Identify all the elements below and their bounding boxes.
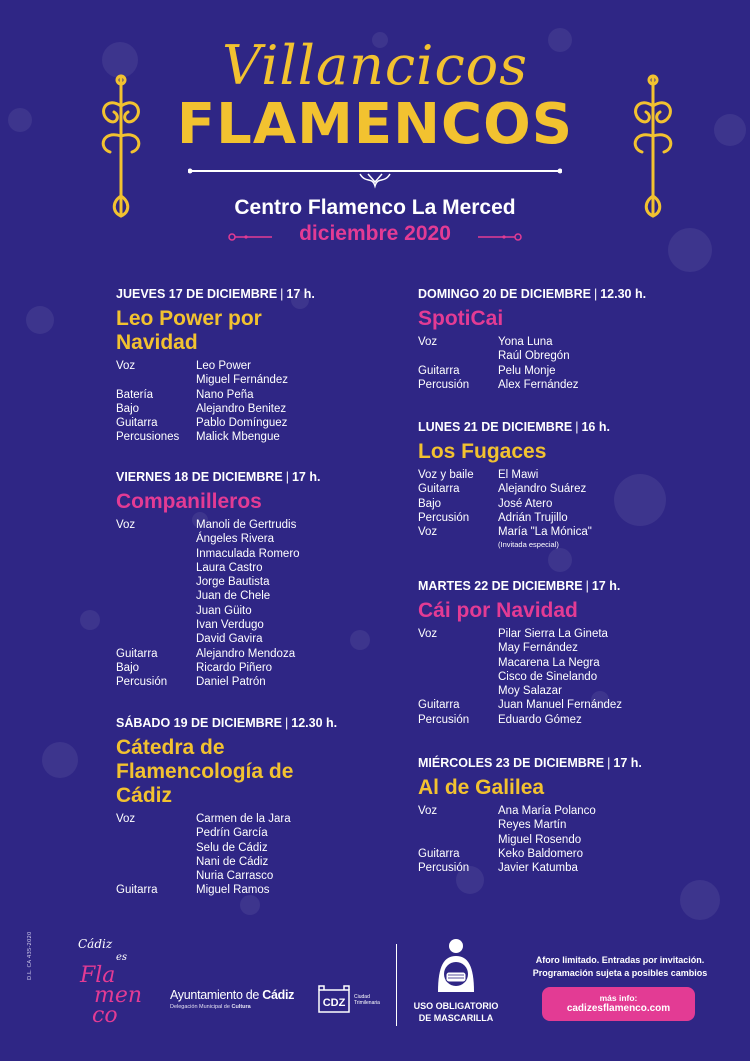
event-day: JUEVES 17 DE DICIEMBRE xyxy=(116,287,278,301)
lineup-row xyxy=(116,855,337,869)
lineup-row xyxy=(116,869,337,883)
event-block xyxy=(418,756,642,875)
lineup-role xyxy=(116,826,196,840)
lineup-role: Guitarra xyxy=(418,483,460,496)
cdz-logo xyxy=(318,984,388,1014)
ayuntamiento-logo xyxy=(170,988,294,1010)
lineup-name: Nuria Carrasco xyxy=(196,870,274,883)
event-title-line: Flamencología de xyxy=(116,760,294,783)
more-info-url: cadizesflamenco.com xyxy=(566,1003,671,1014)
lineup-name: Ana María Polanco xyxy=(498,805,596,817)
lineup-name: Daniel Patrón xyxy=(196,676,266,689)
lineup-role: Batería xyxy=(116,388,154,401)
lineup-row xyxy=(116,841,337,855)
svg-text:CDZ: CDZ xyxy=(322,997,346,1009)
lineup-name: Laura Castro xyxy=(196,561,263,574)
month-label: diciembre 2020 xyxy=(299,222,451,245)
capacity-notice: Aforo limitado. Entradas por invitación. Programación sujeta a posibles cambios xyxy=(532,955,708,978)
lineup-row xyxy=(116,883,337,897)
lineup-role: Voz xyxy=(116,519,136,531)
lineup xyxy=(116,518,320,690)
lineup xyxy=(116,359,315,445)
lineup-name: May Fernández xyxy=(498,642,578,655)
lineup-row xyxy=(418,713,622,727)
lineup-role xyxy=(116,632,196,646)
lineup-name: José Atero xyxy=(498,497,553,510)
lineup-name: Leo Power xyxy=(196,360,251,372)
lineup-name: María "La Mónica" xyxy=(498,526,592,539)
lineup-name: Pedrín García xyxy=(196,827,268,840)
lineup-row xyxy=(418,364,646,378)
lineup-role: Voz xyxy=(418,805,438,817)
lineup-role xyxy=(116,869,196,883)
lineup-row xyxy=(116,661,320,675)
lineup-role: Guitarra xyxy=(418,699,460,712)
lineup-name: Yona Luna xyxy=(498,336,553,348)
lineup-row xyxy=(418,511,610,525)
event-block xyxy=(116,716,337,898)
event-title xyxy=(116,307,315,355)
lineup-row xyxy=(418,684,622,698)
lineup-name: Juan de Chele xyxy=(196,590,271,603)
bokeh-dot xyxy=(680,880,720,920)
lineup-name: Pilar Sierra La Gineta xyxy=(498,628,608,640)
lineup-role xyxy=(418,349,498,363)
event-title-line: Al de Galilea xyxy=(418,776,545,799)
lineup-name: Ángeles Rivera xyxy=(196,533,274,546)
event-title-line: Leo Power por xyxy=(116,307,262,330)
lineup-role: Voz y baile xyxy=(418,469,474,481)
svg-text:co: co xyxy=(92,1003,118,1028)
lineup-row xyxy=(418,482,610,496)
event-title-line: SpotiCai xyxy=(418,307,504,330)
month-row xyxy=(226,222,524,252)
lineup-role xyxy=(116,532,196,546)
event-day: LUNES 21 DE DICIEMBRE xyxy=(418,420,573,434)
lineup-row xyxy=(418,818,642,832)
date-separator: | xyxy=(585,579,589,593)
bokeh-dot xyxy=(42,742,78,778)
lineup-role xyxy=(418,833,498,847)
lineup-row xyxy=(116,618,320,632)
lineup xyxy=(418,468,610,550)
lineup-role: Bajo xyxy=(418,497,442,510)
lineup-role: Bajo xyxy=(116,402,140,415)
lineup-role xyxy=(418,684,498,698)
event-day: MARTES 22 DE DICIEMBRE xyxy=(418,579,583,593)
lineup-name: Selu de Cádiz xyxy=(196,841,268,854)
lineup-role: Percusión xyxy=(116,676,168,689)
lineup-name: Alejandro Mendoza xyxy=(196,647,296,660)
bokeh-dot xyxy=(548,548,572,572)
lineup-note: (Invitada especial) xyxy=(498,540,559,550)
date-separator: | xyxy=(593,287,598,301)
lineup-row xyxy=(418,861,642,875)
svg-text:es: es xyxy=(116,952,128,963)
lineup-role: Voz xyxy=(418,336,438,348)
bokeh-dot xyxy=(350,630,370,650)
mask-label: USO OBLIGATORIO DE MASCARILLA xyxy=(413,1001,499,1023)
lineup-row xyxy=(418,656,622,670)
title-divider-ornament xyxy=(188,162,562,192)
lineup-name: Keko Baldomero xyxy=(498,847,584,860)
event-date xyxy=(418,287,646,305)
svg-text:Ciudad: Ciudad xyxy=(354,994,370,1000)
event-title-line: Companilleros xyxy=(116,490,262,513)
lineup-role xyxy=(418,670,498,684)
event-day: VIERNES 18 DE DICIEMBRE xyxy=(116,470,283,484)
lineup-name: Ivan Verdugo xyxy=(196,619,264,632)
lineup-name: Javier Katumba xyxy=(498,862,578,875)
event-title-line: Cátedra de xyxy=(116,736,225,759)
mask-person-icon xyxy=(434,938,478,994)
svg-text:Cádiz: Cádiz xyxy=(78,937,113,951)
event-title xyxy=(116,736,337,808)
lineup-row xyxy=(418,497,610,511)
lineup-row xyxy=(116,532,320,546)
lineup-role xyxy=(116,604,196,618)
lineup-row xyxy=(418,335,646,349)
lineup-row xyxy=(418,627,622,641)
lineup-row xyxy=(116,402,315,416)
title-main: FLAMENCOS xyxy=(176,92,574,157)
mask-notice xyxy=(408,938,504,1024)
lineup-role xyxy=(116,373,196,387)
lineup-role: Percusión xyxy=(418,862,470,875)
bokeh-dot xyxy=(80,610,100,630)
lineup-name: Manoli de Gertrudis xyxy=(196,519,297,531)
event-day: SÁBADO 19 DE DICIEMBRE xyxy=(116,716,282,730)
lineup-name: Reyes Martín xyxy=(498,819,567,832)
event-title-line: Navidad xyxy=(116,331,198,354)
event-title-line: Los Fugaces xyxy=(418,440,547,463)
lineup-name: David Gavira xyxy=(196,633,263,646)
lineup-row xyxy=(116,604,320,618)
bokeh-dot xyxy=(668,228,712,272)
lineup-name: Alejandro Suárez xyxy=(498,483,587,496)
event-time: 17 h. xyxy=(291,470,321,484)
lineup-role: Voz xyxy=(116,360,136,372)
lineup-name: Cisco de Sinelando xyxy=(498,670,598,683)
lineup-role: Percusión xyxy=(418,378,470,391)
lineup-role: Percusión xyxy=(418,713,470,726)
lineup-row xyxy=(116,826,337,840)
lineup-row xyxy=(116,632,320,646)
lineup-row xyxy=(116,430,315,444)
lineup xyxy=(418,335,646,392)
ayuntamiento-delegation: Delegación Municipal de Cultura xyxy=(170,1004,251,1010)
lineup-row xyxy=(116,647,320,661)
lineup-name: Carmen de la Jara xyxy=(196,813,291,825)
footer-divider xyxy=(396,944,397,1026)
lineup-role xyxy=(418,818,498,832)
lineup-name: Juan Güito xyxy=(196,604,252,617)
event-day: DOMINGO 20 DE DICIEMBRE xyxy=(418,287,591,301)
lineup-name: Miguel Rosendo xyxy=(498,833,582,846)
lineup-row xyxy=(418,349,646,363)
lineup-row xyxy=(116,388,315,402)
lineup-row xyxy=(116,812,337,826)
lineup-role: Percusión xyxy=(418,511,470,524)
lineup-row xyxy=(116,359,315,373)
lineup-role xyxy=(116,855,196,869)
lineup-row xyxy=(418,525,610,539)
event-time: 17 h. xyxy=(286,287,315,301)
event-time: 12.30 h. xyxy=(600,287,647,301)
lineup-name: Nano Peña xyxy=(196,388,254,401)
lineup xyxy=(418,627,622,727)
lineup-row xyxy=(116,561,320,575)
event-time: 16 h. xyxy=(581,420,610,434)
date-separator: | xyxy=(285,716,289,730)
event-date xyxy=(418,756,642,774)
lineup-name: Moy Salazar xyxy=(498,685,562,698)
lineup-role xyxy=(116,561,196,575)
lineup-role: Voz xyxy=(116,813,136,825)
lineup-role: Guitarra xyxy=(418,847,460,860)
lineup-row xyxy=(116,675,320,689)
lineup-name: Miguel Ramos xyxy=(196,884,270,897)
lineup-role: Guitarra xyxy=(116,884,158,897)
lineup-name: El Mawi xyxy=(498,469,539,481)
lineup-role xyxy=(418,641,498,655)
event-block xyxy=(116,287,315,445)
date-separator: | xyxy=(607,756,611,770)
lineup-role: Guitarra xyxy=(116,647,158,660)
lineup-name: Macarena La Negra xyxy=(498,656,600,669)
lineup xyxy=(116,812,337,898)
venue-name: Centro Flamenco La Merced xyxy=(234,196,516,219)
lineup-role: Guitarra xyxy=(116,417,158,430)
date-separator: | xyxy=(280,287,284,301)
lineup-row xyxy=(418,847,642,861)
date-separator: | xyxy=(285,470,289,484)
lineup-role: Voz xyxy=(418,526,438,539)
lineup-role xyxy=(418,656,498,670)
event-title-line: Cái por Navidad xyxy=(418,599,578,622)
lineup-row xyxy=(418,833,642,847)
lineup-role: Percusiones xyxy=(116,431,180,444)
bokeh-dot xyxy=(26,306,54,334)
lineup-row xyxy=(116,416,315,430)
lineup-role: Bajo xyxy=(116,661,140,674)
lineup-row xyxy=(418,641,622,655)
event-date xyxy=(116,716,337,734)
lineup-row xyxy=(116,547,320,561)
event-time: 17 h. xyxy=(591,579,621,593)
lineup-name: Juan Manuel Fernández xyxy=(498,699,623,712)
title-script: Villancicos xyxy=(222,34,528,97)
event-date xyxy=(418,420,610,438)
lineup-row xyxy=(116,589,320,603)
event-block xyxy=(418,579,622,727)
lineup-row xyxy=(418,698,622,712)
event-block xyxy=(116,470,320,690)
lineup-role xyxy=(116,589,196,603)
lineup-row xyxy=(116,373,315,387)
lineup-row xyxy=(418,804,642,818)
lineup-name: Raúl Obregón xyxy=(498,350,570,363)
event-title xyxy=(418,307,646,331)
event-time: 12.30 h. xyxy=(291,716,338,730)
lineup-name: Jorge Bautista xyxy=(196,576,270,589)
lineup-row xyxy=(418,468,610,482)
lineup xyxy=(418,804,642,875)
more-info-label: más info: xyxy=(599,993,638,1003)
svg-text:Trimilenaria: Trimilenaria xyxy=(354,1000,380,1006)
legal-deposit: D.L. CA 435-2020 xyxy=(27,931,33,980)
bokeh-dot xyxy=(614,474,666,526)
event-date xyxy=(418,579,622,597)
lineup-name: Ricardo Piñero xyxy=(196,661,273,674)
event-time: 17 h. xyxy=(613,756,642,770)
event-date xyxy=(116,287,315,305)
event-title xyxy=(418,440,610,464)
lineup-role: Guitarra xyxy=(418,364,460,377)
cadiz-es-flamenco-logo xyxy=(72,932,156,1028)
lineup-row xyxy=(418,670,622,684)
lineup-name: Alex Fernández xyxy=(498,378,579,391)
event-title-line: Cádiz xyxy=(116,784,173,807)
lineup-name: Inmaculada Romero xyxy=(196,547,300,560)
lineup-name: Eduardo Gómez xyxy=(498,713,582,726)
svg-text:Fla: Fla xyxy=(80,963,116,988)
right-month-flourish xyxy=(476,230,524,244)
more-info-link[interactable] xyxy=(542,987,695,1021)
event-title xyxy=(418,599,622,623)
svg-text:men: men xyxy=(94,983,143,1008)
lineup-role xyxy=(116,841,196,855)
lineup-row xyxy=(116,518,320,532)
lineup-name: Pablo Domínguez xyxy=(196,417,288,430)
lineup-role xyxy=(116,547,196,561)
lineup-name: Miguel Fernández xyxy=(196,374,289,387)
lineup-name: Malick Mbengue xyxy=(196,431,280,444)
event-title xyxy=(418,776,642,800)
event-day: MIÉRCOLES 23 DE DICIEMBRE xyxy=(418,756,605,770)
lineup-role xyxy=(116,575,196,589)
date-separator: | xyxy=(575,420,579,434)
event-title xyxy=(116,490,320,514)
lineup-role: Voz xyxy=(418,628,438,640)
lineup-row xyxy=(418,378,646,392)
event-block xyxy=(418,287,646,392)
lineup-row xyxy=(116,575,320,589)
event-date xyxy=(116,470,320,488)
ayuntamiento-name: Ayuntamiento de Cádiz xyxy=(170,988,295,1002)
event-block xyxy=(418,420,610,550)
lineup-name: Alejandro Benitez xyxy=(196,402,287,415)
bokeh-dot xyxy=(240,895,260,915)
lineup-name: Adrián Trujillo xyxy=(498,511,568,524)
lineup-name: Nani de Cádiz xyxy=(196,855,269,868)
lineup-role xyxy=(116,618,196,632)
lineup-name: Pelu Monje xyxy=(498,364,556,377)
